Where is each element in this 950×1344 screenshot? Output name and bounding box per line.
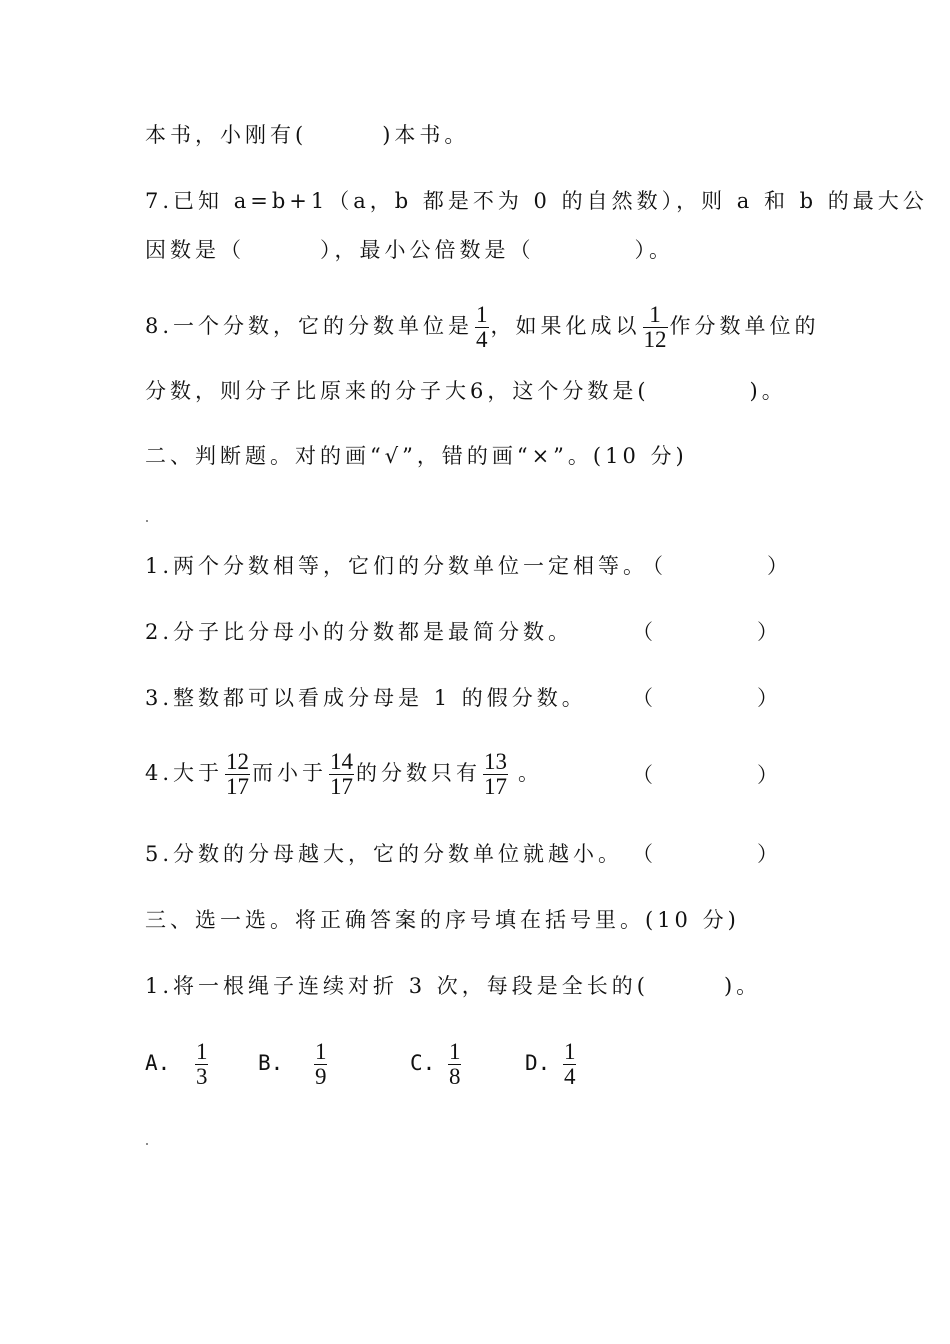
option-c-den: 8 (448, 1064, 461, 1089)
section2-title: 二、判断题。对的画“√”，错的画“×”。(10 分) (145, 444, 688, 468)
judge-item-2: 2.分子比分母小的分数都是最简分数。 (145, 620, 574, 644)
judge-item-5-paren: （ ） (632, 842, 782, 866)
option-a (145, 1040, 210, 1089)
judge-item-4-pre: 4.大于 (145, 761, 224, 785)
q8-fraction-1-num: 1 (476, 302, 488, 327)
q8-fraction-1 (475, 303, 489, 352)
option-b-fraction (314, 1040, 328, 1089)
judge-item-4-fraction-a (225, 750, 250, 799)
q8-suffix: 作分数单位的 (669, 314, 820, 338)
choice-q1: 1.将一根绳子连续对折 3 次，每段是全长的( )。 (145, 974, 762, 998)
option-c-label: C. (410, 1051, 436, 1075)
judge-item-4-fraction-b (329, 750, 354, 799)
fraction-a-den: 17 (226, 774, 250, 799)
option-d-label: D. (525, 1051, 551, 1075)
fraction-c-den: 17 (484, 774, 508, 799)
option-a-num: 1 (195, 1039, 208, 1064)
judge-item-3-paren: （ ） (632, 686, 782, 710)
judge-item-4-fraction-c (483, 750, 508, 799)
option-c-num: 1 (448, 1039, 461, 1064)
q7-line2: 因数是（ ），最小公倍数是（ ）。 (145, 238, 674, 262)
option-d-num: 1 (563, 1039, 576, 1064)
judge-item-4-paren: （ ） (632, 763, 782, 787)
q7-line1: 7.已知 a=b+1（a，b 都是不为 0 的自然数），则 a 和 b 的最大公 (145, 189, 928, 213)
option-a-label: A. (145, 1051, 171, 1075)
q8-prefix: 8.一个分数，它的分数单位是 (145, 314, 474, 338)
fraction-b-num: 14 (330, 749, 354, 774)
judge-item-1-paren: （ ） (642, 554, 792, 578)
judge-item-4-end: 。 (518, 761, 544, 785)
stray-mark-2 (146, 1143, 148, 1145)
q8-fraction-1-den: 4 (476, 327, 488, 352)
option-b (258, 1040, 329, 1089)
option-c-fraction (448, 1040, 462, 1089)
q8-line1 (145, 303, 820, 352)
option-d-fraction (563, 1040, 577, 1089)
option-c (410, 1040, 463, 1089)
stray-mark (146, 520, 148, 522)
q8-fraction-2 (643, 303, 668, 352)
judge-item-2-paren: （ ） (632, 620, 782, 644)
option-d-den: 4 (563, 1064, 576, 1089)
judge-item-4 (145, 750, 543, 799)
q8-fraction-2-num: 1 (649, 302, 661, 327)
judge-item-4-mid: 而小于 (252, 761, 328, 785)
q8-line2: 分数，则分子比原来的分子大6，这个分数是( )。 (145, 379, 787, 403)
q8-fraction-2-den: 12 (643, 327, 667, 352)
judge-item-5: 5.分数的分母越大，它的分数单位就越小。 (145, 842, 624, 866)
judge-item-1: 1.两个分数相等，它们的分数单位一定相等。 (145, 554, 649, 578)
judge-item-3: 3.整数都可以看成分母是 1 的假分数。 (145, 686, 587, 710)
fraction-b-den: 17 (330, 774, 354, 799)
option-a-den: 3 (195, 1064, 208, 1089)
judge-item-4-post: 的分数只有 (356, 761, 482, 785)
option-d (525, 1040, 578, 1089)
option-a-fraction (195, 1040, 209, 1089)
fraction-a-num: 12 (226, 749, 250, 774)
q8-mid: ，如果化成以 (490, 314, 641, 338)
option-b-label: B. (258, 1051, 284, 1075)
fraction-c-num: 13 (484, 749, 508, 774)
option-b-num: 1 (314, 1039, 327, 1064)
q6-tail: 本书，小刚有( )本书。 (145, 123, 470, 147)
option-b-den: 9 (314, 1064, 327, 1089)
section3-title: 三、选一选。将正确答案的序号填在括号里。(10 分) (145, 908, 740, 932)
